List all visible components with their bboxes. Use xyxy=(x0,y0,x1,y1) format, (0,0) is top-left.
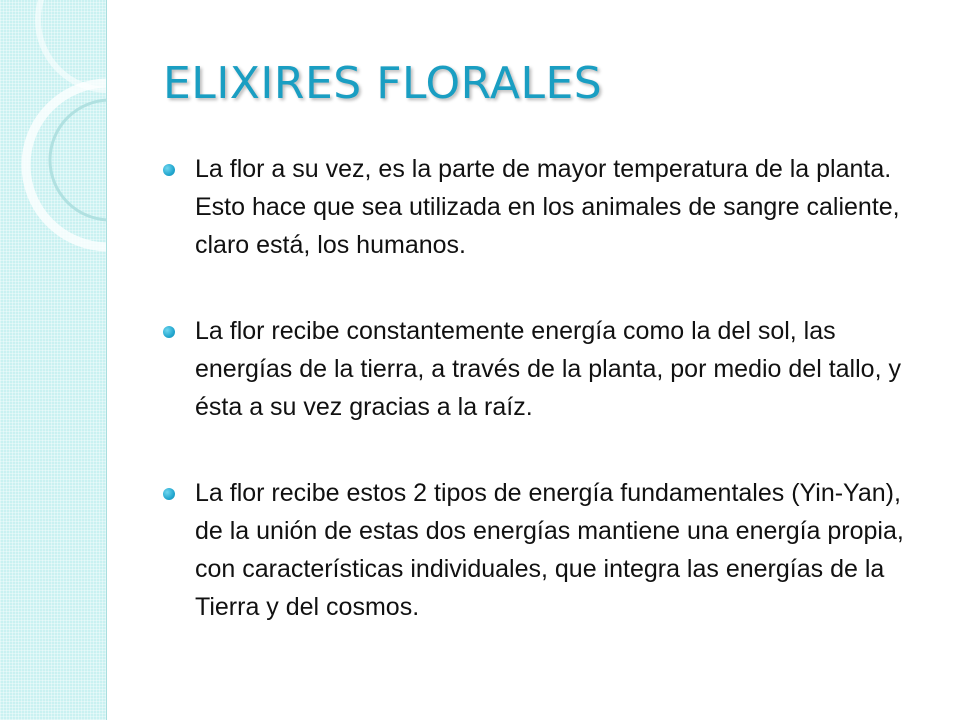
bullet-item xyxy=(163,150,923,264)
bullet-dot-icon xyxy=(163,326,175,338)
bullet-item xyxy=(163,474,923,626)
bullet-text: La flor a su vez, es la parte de mayor temperatura de la planta. Esto hace que sea utilizada en los animales de sangre caliente, claro está, los humanos. xyxy=(195,155,900,259)
bullet-item xyxy=(163,312,923,426)
bullet-dot-icon xyxy=(163,164,175,176)
bullet-dot-icon xyxy=(163,488,175,500)
decorative-rings xyxy=(0,0,106,260)
bullet-list xyxy=(163,150,923,674)
bullet-text: La flor recibe constantemente energía como la del sol, las energías de la tierra, a través de la planta, por medio del tallo, y ésta a su vez gracias a la raíz. xyxy=(195,317,901,421)
bullet-text: La flor recibe estos 2 tipos de energía fundamentales (Yin-Yan), de la unión de estas dos energías mantiene una energía propia, con características individuales, que integra las energías de la Tierra y del cosmos. xyxy=(195,479,904,621)
slide-title: ELIXIRES FLORALES xyxy=(163,58,603,109)
